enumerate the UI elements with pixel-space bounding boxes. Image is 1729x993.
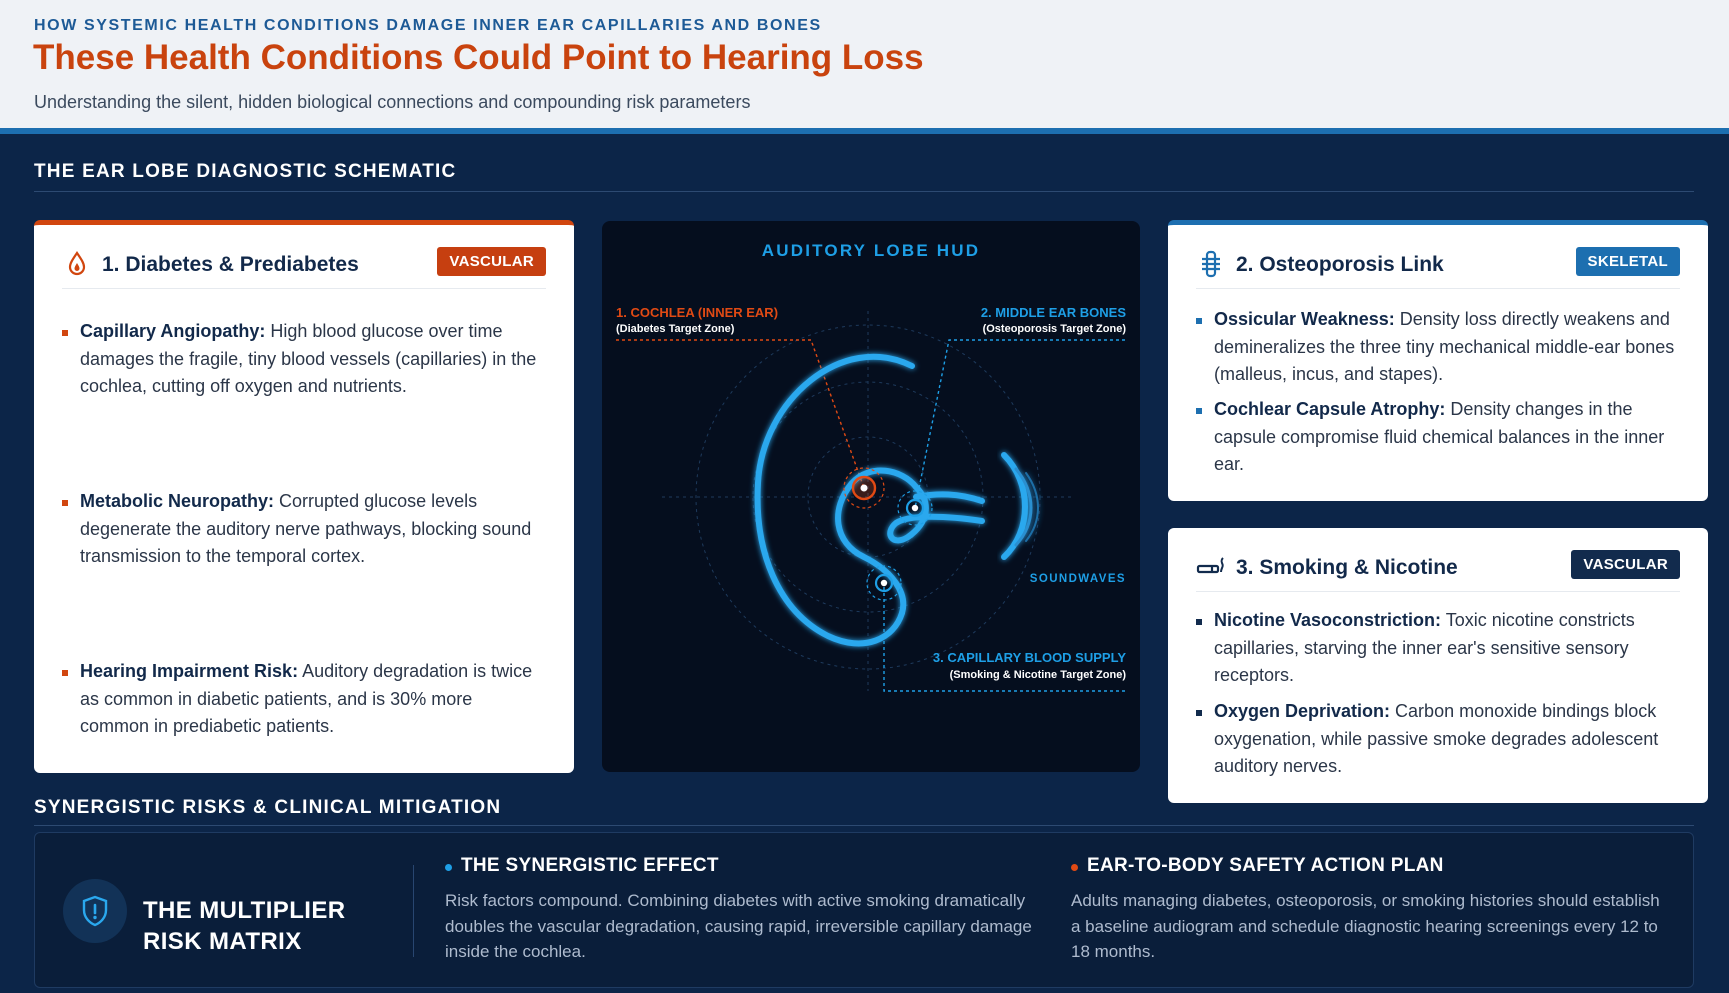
bullet-term: Ossicular Weakness: <box>1214 309 1395 329</box>
matrix-title: THE MULTIPLIER RISK MATRIX <box>143 897 346 955</box>
mitigation-section-divider <box>34 825 1694 826</box>
matrix-divider <box>413 865 414 957</box>
bullet-term: Metabolic Neuropathy: <box>80 491 275 511</box>
bullet-marker <box>1196 710 1202 716</box>
bullet-text: High blood glucose over time damages the fragile, tiny blood vessels (capillaries) in the cochlea, cutting off oxygen and nutrients. <box>80 321 537 396</box>
list-item <box>62 318 546 401</box>
page-title: These Health Conditions Could Point to Hearing Loss <box>33 38 924 77</box>
bullet-term: Hearing Impairment Risk: <box>80 661 299 681</box>
page-header <box>0 0 1729 134</box>
header-kicker: HOW SYSTEMIC HEALTH CONDITIONS DAMAGE INNER EAR CAPILLARIES AND BONES <box>34 17 822 34</box>
skeletal-badge: SKELETAL <box>1576 247 1680 276</box>
bullet-text: Corrupted glucose levels degenerate the auditory nerve pathways, blocking sound transmission to the temporal cortex. <box>80 491 532 566</box>
heading-dot <box>445 864 452 871</box>
diabetes-card-header <box>62 247 546 289</box>
middle-ear-label: 2. MIDDLE EAR BONES <box>980 305 1126 320</box>
synergistic-effect-heading <box>445 855 1035 877</box>
hud-title: AUDITORY LOBE HUD <box>761 241 981 260</box>
bullet-text: Density changes in the capsule compromise fluid chemical balances in the inner ear. <box>1214 399 1665 474</box>
cigarette-icon <box>1196 552 1226 582</box>
smoking-card-title: 3. Smoking & Nicotine <box>1236 556 1458 579</box>
blood-drop-icon <box>62 249 92 279</box>
cochlea-leader-line <box>616 340 864 488</box>
smoking-card-header <box>1196 550 1680 592</box>
bullet-marker <box>62 330 68 336</box>
synergistic-effect-column <box>445 855 1035 965</box>
list-item <box>62 488 546 571</box>
bullet-marker <box>1196 318 1202 324</box>
bullet-text: Carbon monoxide bindings block oxygenation, while passive smoke degrades adolescent auditory nerves. <box>1214 701 1659 776</box>
bullet-text: Toxic nicotine constricts capillaries, starving the inner ear's sensitive sensory receptors. <box>1214 610 1635 685</box>
middle-ear-sublabel: (Osteoporosis Target Zone) <box>982 323 1126 335</box>
smoking-card <box>1168 528 1708 803</box>
schematic-section-label: THE EAR LOBE DIAGNOSTIC SCHEMATIC <box>34 161 457 182</box>
cochlea-sublabel: (Diabetes Target Zone) <box>616 323 735 335</box>
soundwave-arcs <box>1004 455 1038 557</box>
shield-icon <box>63 879 127 943</box>
list-item <box>62 658 546 741</box>
action-plan-heading-text: EAR-TO-BODY SAFETY ACTION PLAN <box>1087 855 1444 876</box>
action-plan-column <box>1071 855 1661 965</box>
bullet-marker <box>1196 619 1202 625</box>
auditory-hud-panel <box>602 221 1140 772</box>
heading-dot <box>1071 864 1078 871</box>
list-item <box>1196 396 1680 479</box>
capillary-label: 3. CAPILLARY BLOOD SUPPLY <box>932 650 1126 665</box>
diabetes-card <box>34 220 574 773</box>
bone-icon <box>1196 249 1226 279</box>
radar-grid <box>662 311 1074 691</box>
synergistic-effect-text: Risk factors compound. Combining diabetes with active smoking dramatically doubles the vascular degradation, causing rapid, irreversible capillary damage inside the cochlea. <box>445 891 1032 961</box>
bullet-marker <box>62 670 68 676</box>
ear-schematic-diagram <box>602 221 1140 772</box>
vascular-badge: VASCULAR <box>437 247 546 276</box>
soundwaves-label: SOUNDWAVES <box>1029 573 1126 585</box>
bullet-term: Nicotine Vasoconstriction: <box>1214 610 1442 630</box>
shield-glyph <box>81 895 109 927</box>
ear-outline <box>758 357 982 644</box>
schematic-section-divider <box>34 191 1694 192</box>
list-item <box>1196 306 1680 389</box>
bullet-text: Auditory degradation is twice as common in diabetic patients, and is 30% more common in prediabetic patients. <box>80 661 533 736</box>
list-item <box>1196 607 1680 690</box>
bullet-marker <box>62 500 68 506</box>
bullet-term: Cochlear Capsule Atrophy: <box>1214 399 1446 419</box>
page-subtitle: Understanding the silent, hidden biological connections and compounding risk parameters <box>34 92 751 112</box>
bullet-term: Capillary Angiopathy: <box>80 321 266 341</box>
diabetes-card-title: 1. Diabetes & Prediabetes <box>102 253 359 276</box>
vascular-badge: VASCULAR <box>1571 550 1680 579</box>
synergistic-effect-heading-text: THE SYNERGISTIC EFFECT <box>461 855 719 876</box>
cochlea-label: 1. COCHLEA (INNER EAR) <box>616 305 779 320</box>
bullet-text: Density loss directly weakens and demineralizes the three tiny mechanical middle-ear bones (malleus, incus, and stapes). <box>1214 309 1675 384</box>
action-plan-text: Adults managing diabetes, osteoporosis, or smoking histories should establish a baseline audiogram and schedule diagnostic hearing screenings every 12 to 18 months. <box>1071 891 1660 961</box>
bullet-term: Oxygen Deprivation: <box>1214 701 1391 721</box>
capillary-sublabel: (Smoking & Nicotine Target Zone) <box>949 669 1126 681</box>
osteoporosis-card-title: 2. Osteoporosis Link <box>1236 253 1444 276</box>
osteoporosis-card <box>1168 220 1708 501</box>
list-item <box>1196 698 1680 781</box>
action-plan-heading <box>1071 855 1661 877</box>
bullet-marker <box>1196 408 1202 414</box>
mitigation-section-label: SYNERGISTIC RISKS & CLINICAL MITIGATION <box>34 797 502 818</box>
osteoporosis-card-header <box>1196 247 1680 289</box>
risk-matrix-panel <box>34 832 1694 988</box>
